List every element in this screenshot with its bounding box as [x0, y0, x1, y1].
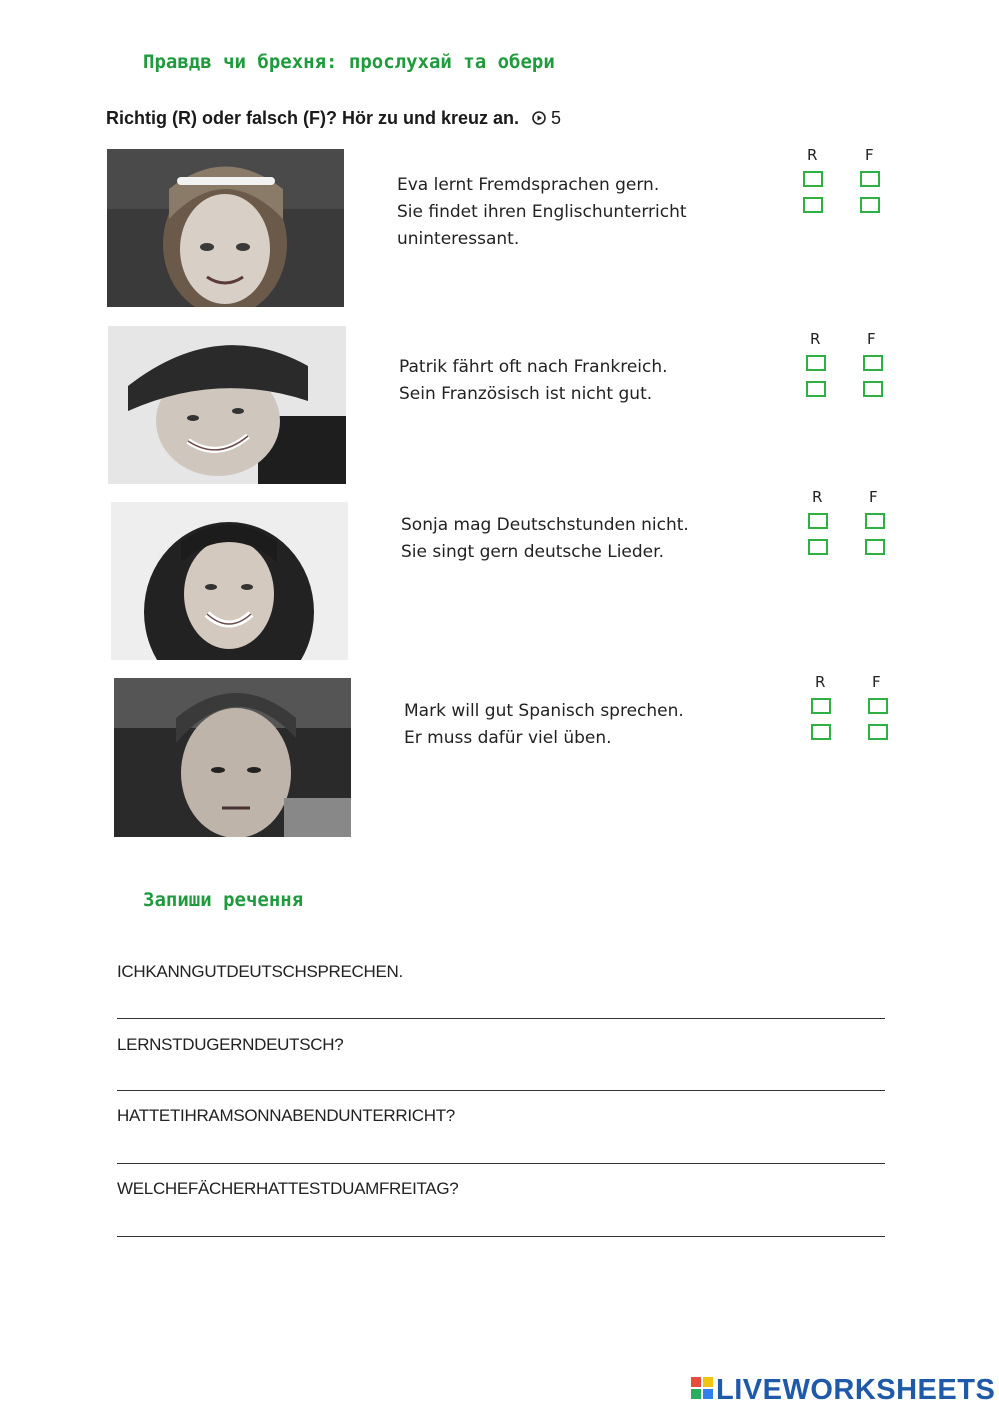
checkbox-r[interactable] — [803, 197, 823, 213]
statement-line: Eva lernt Fremdsprachen gern. — [397, 175, 660, 195]
checkbox-f[interactable] — [863, 381, 883, 397]
checkbox-f[interactable] — [860, 197, 880, 213]
rf-header-f: F — [869, 488, 878, 506]
answer-line[interactable] — [117, 1163, 885, 1164]
scrambled-sentence: LERNSTDUGERNDEUTSCH? — [117, 1035, 344, 1054]
page-title: Правдв чи брехня: прослухай та обери — [143, 51, 555, 73]
scrambled-sentence: ICHKANNGUTDEUTSCHSPRECHEN. — [117, 962, 403, 981]
answer-line[interactable] — [117, 1018, 885, 1019]
statement-line: Sie findet ihren Englischunterricht — [397, 202, 687, 222]
instruction-text: Richtig (R) oder falsch (F)? Hör zu und kreuz an. — [106, 108, 520, 128]
checkbox-f[interactable] — [868, 724, 888, 740]
statement-4 — [404, 698, 684, 752]
statement-line: Sie singt gern deutsche Lieder. — [401, 542, 664, 562]
checkbox-f[interactable] — [863, 355, 883, 371]
statement-line: Mark will gut Spanisch sprechen. — [404, 701, 684, 721]
checkbox-f[interactable] — [860, 171, 880, 187]
statement-line: uninteressant. — [397, 229, 520, 249]
liveworksheets-logo-icon — [691, 1377, 713, 1404]
answer-line[interactable] — [117, 1090, 885, 1091]
rf-header-f: F — [872, 673, 881, 691]
statement-line: Sonja mag Deutschstunden nicht. — [401, 515, 689, 535]
statement-1 — [397, 172, 687, 253]
checkbox-r[interactable] — [806, 355, 826, 371]
section-title: Запиши речення — [143, 889, 304, 911]
instruction — [106, 108, 561, 130]
audio-track-number: 5 — [551, 108, 562, 128]
rf-header-r: R — [810, 330, 821, 348]
scrambled-sentence: WELCHEFÄCHERHATTESTDUAMFREITAG? — [117, 1179, 459, 1198]
statement-2 — [399, 354, 668, 408]
checkbox-r[interactable] — [806, 381, 826, 397]
photo-mark — [114, 678, 351, 837]
statement-line: Sein Französisch ist nicht gut. — [399, 384, 653, 404]
checkbox-f[interactable] — [865, 539, 885, 555]
photo-sonja — [111, 502, 348, 660]
rf-header-f: F — [867, 330, 876, 348]
brand-name: LIVEWORKSHEETS — [716, 1374, 996, 1406]
checkbox-r[interactable] — [808, 539, 828, 555]
statement-3 — [401, 512, 689, 566]
checkbox-r[interactable] — [808, 513, 828, 529]
checkbox-r[interactable] — [811, 724, 831, 740]
photo-eva — [107, 149, 344, 307]
photo-patrik — [108, 326, 346, 484]
scrambled-sentence: HATTETIHRAMSONNABENDUNTERRICHT? — [117, 1106, 455, 1125]
liveworksheets-brand — [691, 1374, 995, 1407]
checkbox-r[interactable] — [803, 171, 823, 187]
rf-header-r: R — [815, 673, 826, 691]
checkbox-r[interactable] — [811, 698, 831, 714]
answer-line[interactable] — [117, 1236, 885, 1237]
rf-header-r: R — [807, 146, 818, 164]
statement-line: Er muss dafür viel üben. — [404, 728, 612, 748]
checkbox-f[interactable] — [868, 698, 888, 714]
audio-play-icon[interactable] — [532, 109, 546, 130]
checkbox-f[interactable] — [865, 513, 885, 529]
rf-header-f: F — [865, 146, 874, 164]
statement-line: Patrik fährt oft nach Frankreich. — [399, 357, 668, 377]
rf-header-r: R — [812, 488, 823, 506]
